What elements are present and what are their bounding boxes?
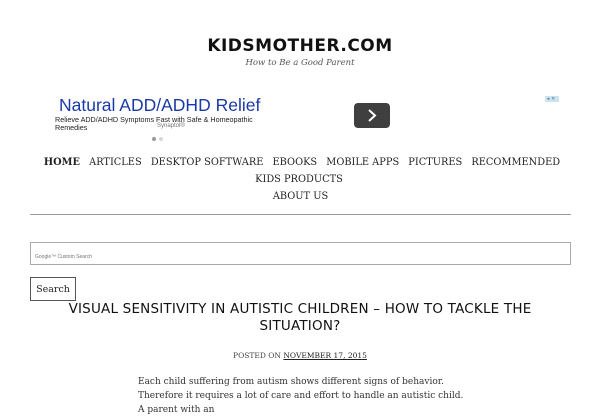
nav-item-recommended-kids-products[interactable]: RECOMMENDED KIDS PRODUCTS — [255, 157, 561, 185]
nav-item-about-us[interactable]: ABOUT US — [272, 191, 329, 202]
ad-subtext: Synaptol® — [157, 123, 185, 129]
ad-dot-active[interactable] — [152, 137, 156, 141]
post-meta — [0, 351, 600, 360]
header-divider — [30, 214, 571, 215]
site-title[interactable]: KIDSMOTHER.COM — [207, 36, 393, 56]
adchoices-close-icon[interactable]: ▸✕ — [545, 96, 559, 102]
ad-pagination-dots — [152, 128, 166, 146]
chevron-right-icon — [366, 109, 378, 122]
nav-item-ebooks[interactable]: EBOOKS — [272, 157, 318, 168]
nav-item-home[interactable]: HOME — [43, 157, 80, 168]
main-navigation — [30, 154, 571, 205]
nav-item-mobile-apps[interactable]: MOBILE APPS — [326, 157, 400, 168]
post-title[interactable]: VISUAL SENSITIVITY IN AUTISTIC CHILDREN – HOW TO TACKLE THE SITUATION? — [68, 301, 532, 334]
post-meta-prefix: POSTED ON — [233, 351, 281, 360]
search-box — [30, 242, 571, 265]
search-input[interactable] — [31, 247, 570, 268]
post-date-link[interactable]: NOVEMBER 17, 2015 — [283, 351, 367, 360]
nav-item-articles[interactable]: ARTICLES — [89, 157, 142, 168]
nav-item-pictures[interactable]: PICTURES — [408, 157, 463, 168]
ad-dot[interactable] — [159, 137, 163, 141]
ad-headline[interactable]: Natural ADD/ADHD Relief — [59, 95, 261, 115]
ad-banner[interactable] — [47, 95, 559, 135]
search-button[interactable]: Search — [30, 277, 76, 301]
ad-next-button[interactable] — [354, 103, 390, 128]
site-tagline: How to Be a Good Parent — [245, 58, 355, 68]
ad-description: Relieve ADD/ADHD Symptoms Fast with Safe & Homeopathic Remedies — [55, 115, 253, 132]
nav-item-desktop-software[interactable]: DESKTOP SOFTWARE — [150, 157, 264, 168]
post-body: Each child suffering from autism shows different signs of behavior. Therefore it requires a lot of care and effort to handle an autistic child. A parent with an — [138, 377, 464, 415]
